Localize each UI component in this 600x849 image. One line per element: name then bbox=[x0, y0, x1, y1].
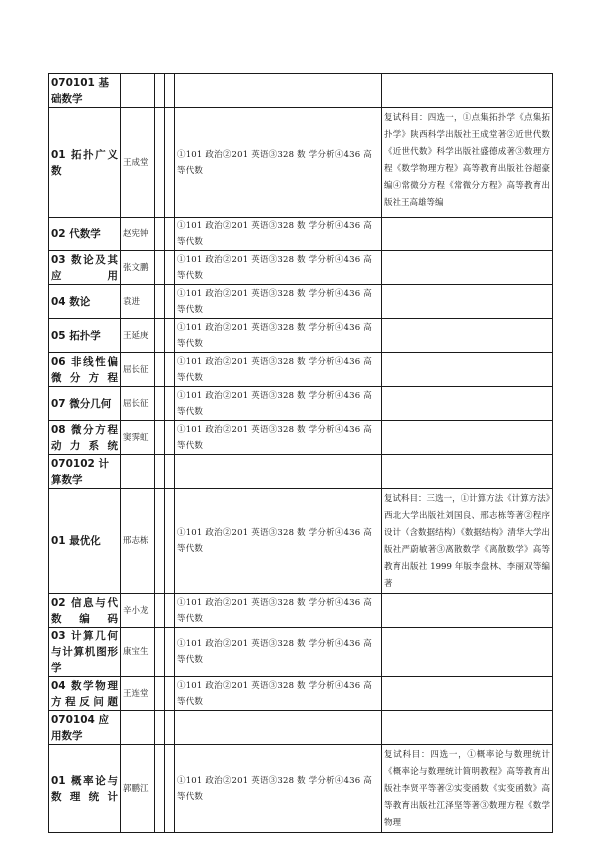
direction-row bbox=[49, 319, 553, 353]
retest-subjects: 复试科目：三选一，①计算方法《计算方法》西北大学出版社刘国良、邢志栋等著②程序设计（含数据结构）《数据结构》清华大学出版社严蔚敏著③离散数学《离散数学》高等教育出版社 1999 年版李盘林、李丽双等编著 bbox=[382, 489, 553, 594]
direction-row bbox=[49, 285, 553, 319]
supervisor: 屈长征 bbox=[121, 387, 155, 421]
exam-subjects: ①101 政治②201 英语③328 数 学分析④436 高等代数 bbox=[175, 285, 382, 319]
direction-row bbox=[49, 594, 553, 628]
major-row bbox=[49, 455, 553, 489]
direction-row bbox=[49, 489, 553, 594]
direction-name: 01 拓扑广义数 bbox=[49, 108, 121, 218]
supervisor: 王成堂 bbox=[121, 108, 155, 218]
major-row bbox=[49, 74, 553, 108]
supervisor: 王连堂 bbox=[121, 677, 155, 711]
direction-row bbox=[49, 251, 553, 285]
exam-subjects: ①101 政治②201 英语③328 数 学分析④436 高等代数 bbox=[175, 594, 382, 628]
direction-name: 04 数学物理方程反问题 bbox=[49, 677, 121, 711]
exam-subjects: ①101 政治②201 英语③328 数 学分析④436 高等代数 bbox=[175, 387, 382, 421]
supervisor: 赵宪钟 bbox=[121, 218, 155, 251]
direction-name: 01 最优化 bbox=[49, 489, 121, 594]
admissions-table bbox=[48, 73, 553, 833]
direction-name: 03 数论及其应用 bbox=[49, 251, 121, 285]
direction-name: 05 拓扑学 bbox=[49, 319, 121, 353]
supervisor: 邢志栋 bbox=[121, 489, 155, 594]
supervisor: 郭鹏江 bbox=[121, 745, 155, 833]
major-title: 070101 基础数学 bbox=[49, 74, 121, 108]
major-title: 070104 应用数学 bbox=[49, 711, 121, 745]
exam-subjects: ①101 政治②201 英语③328 数 学分析④436 高等代数 bbox=[175, 353, 382, 387]
exam-subjects: ①101 政治②201 英语③328 数 学分析④436 高等代数 bbox=[175, 628, 382, 677]
supervisor: 屈长征 bbox=[121, 353, 155, 387]
direction-row bbox=[49, 387, 553, 421]
retest-subjects: 复试科目：四选一，①点集拓扑学《点集拓扑学》陕西科学出版社王成堂著②近世代数《近世代数》科学出版社盛德成著③数理方程《数学物理方程》高等教育出版社谷超豪编④常微分方程《常微分方程》高等教育出版社王高雄等编 bbox=[382, 108, 553, 218]
direction-row bbox=[49, 353, 553, 387]
exam-subjects: ①101 政治②201 英语③328 数 学分析④436 高等代数 bbox=[175, 421, 382, 455]
exam-subjects: ①101 政治②201 英语③328 数 学分析④436 高等代数 bbox=[175, 489, 382, 594]
direction-name: 02 代数学 bbox=[49, 218, 121, 251]
direction-row bbox=[49, 628, 553, 677]
direction-row bbox=[49, 421, 553, 455]
direction-name: 07 微分几何 bbox=[49, 387, 121, 421]
direction-name: 08 微分方程动力系统 bbox=[49, 421, 121, 455]
exam-subjects: ①101 政治②201 英语③328 数 学分析④436 高等代数 bbox=[175, 251, 382, 285]
exam-subjects: ①101 政治②201 英语③328 数 学分析④436 高等代数 bbox=[175, 745, 382, 833]
supervisor: 袁进 bbox=[121, 285, 155, 319]
direction-name: 06 非线性偏微分方程 bbox=[49, 353, 121, 387]
direction-row bbox=[49, 677, 553, 711]
direction-name: 01 概率论与数理统计 bbox=[49, 745, 121, 833]
exam-subjects: ①101 政治②201 英语③328 数 学分析④436 高等代数 bbox=[175, 677, 382, 711]
supervisor: 王延庚 bbox=[121, 319, 155, 353]
exam-subjects: ①101 政治②201 英语③328 数 学分析④436 高等代数 bbox=[175, 319, 382, 353]
direction-row bbox=[49, 108, 553, 218]
supervisor: 窦霁虹 bbox=[121, 421, 155, 455]
supervisor: 康宝生 bbox=[121, 628, 155, 677]
major-row bbox=[49, 711, 553, 745]
direction-name: 03 计算几何与计算机图形学 bbox=[49, 628, 121, 677]
direction-name: 04 数论 bbox=[49, 285, 121, 319]
direction-row bbox=[49, 218, 553, 251]
exam-subjects: ①101 政治②201 英语③328 数 学分析④436 高等代数 bbox=[175, 108, 382, 218]
direction-name: 02 信息与代数编码 bbox=[49, 594, 121, 628]
supervisor: 辛小龙 bbox=[121, 594, 155, 628]
supervisor: 张文鹏 bbox=[121, 251, 155, 285]
direction-row bbox=[49, 745, 553, 833]
exam-subjects: ①101 政治②201 英语③328 数 学分析④436 高等代数 bbox=[175, 218, 382, 251]
retest-subjects: 复试科目：四选一，①概率论与数理统计《概率论与数理统计简明教程》高等教育出版社李贤平等著②实变函数《实变函数》高等教育出版社江泽坚等著③数理方程《数学物理 bbox=[382, 745, 553, 833]
major-title: 070102 计算数学 bbox=[49, 455, 121, 489]
